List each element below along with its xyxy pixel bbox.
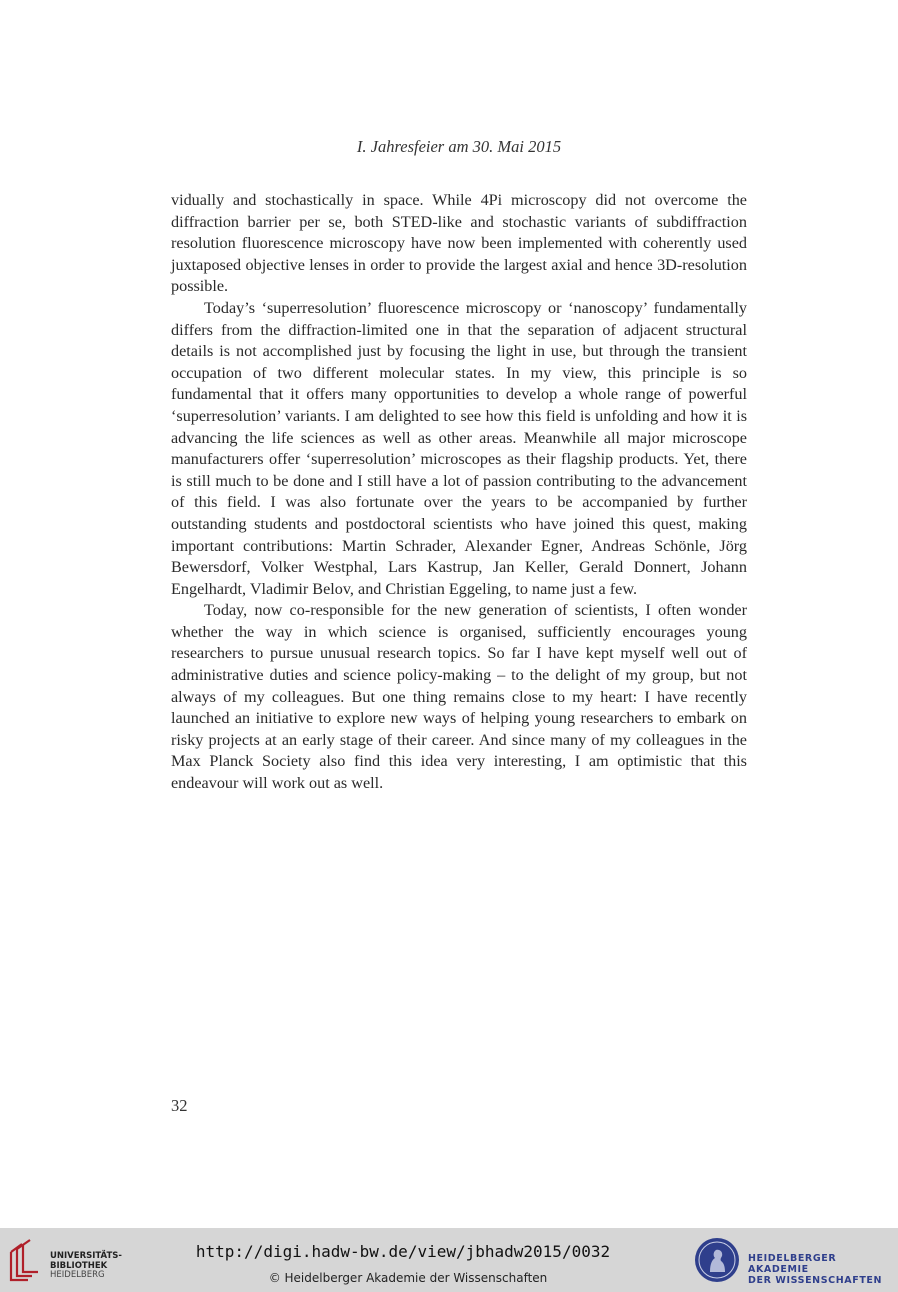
paragraph-1: vidually and stochastically in space. While 4Pi microscopy did not overcome the diffraction barrier per se, both STED-like and stochastic variants of subdiffraction resolution fluorescence microscopy have now been implemented with coherently used juxtaposed objective lenses in order to provide the largest axial and hence 3D-resolution possible.: [171, 191, 747, 296]
hadw-seal-icon: [693, 1236, 741, 1284]
permalink-url[interactable]: http://digi.hadw-bw.de/view/jbhadw2015/0032: [195, 1242, 611, 1261]
paragraph-3: Today, now co-responsible for the new generation of scientists, I often wonder whether the way in which science is organised, sufficiently encourages young researchers to pursue unusual research topics. So far I have kept myself well out of administrative duties and science policy-making – to the delight of my group, but not always of my colleagues. But one thing remains close to my heart: I have recently launched an initiative to explore new ways of helping young researchers to embark on risky projects at an early stage of their career. And since many of my colleagues in the Max Planck Society also find this idea very interesting, I am optimistic that this endeavour will work out as well.: [171, 601, 747, 793]
hadw-line-2: DER WISSENSCHAFTEN: [748, 1275, 883, 1286]
ub-line-3: HEIDELBERG: [50, 1270, 105, 1280]
ub-line-1: UNIVERSITÄTS-: [50, 1251, 122, 1261]
page-number: 32: [171, 1096, 188, 1115]
hadw-wordmark: [748, 1253, 893, 1286]
paragraph-2: Today’s ‘superresolution’ fluorescence microscopy or ‘nanoscopy’ fundamentally differs from the diffraction-limited one in that the separation of adjacent structural details is not accomplished just by focusing the light in use, but through the transient occupation of two different molecular states. In my view, this principle is so fundamental that it offers many opportunities to develop a whole range of powerful ‘superresolution’ variants. I am delighted to see how this field is unfolding and how it is advancing the life sciences as well as other areas. Meanwhile all major microscope manufacturers offer ‘superresolution’ microscopes as their flagship products. Yet, there is still much to be done and I still have a lot of passion contributing to the advancement of this field. I was also fortunate over the years to be accompanied by further outstanding students and postdoctoral scientists who have joined this quest, making important contributions: Martin Schrader, Alexander Egner, Andreas Schönle, Jörg Bewersdorf, Volker Westphal, Lars Kastrup, Jan Keller, Gerald Donnert, Johann Engelhardt, Vladimir Belov, and Christian Eggeling, to name just a few.: [171, 298, 747, 598]
ub-line-2: BIBLIOTHEK: [50, 1260, 108, 1271]
hadw-line-1: HEIDELBERGER AKADEMIE: [748, 1253, 837, 1275]
hadw-logo[interactable]: [693, 1236, 893, 1284]
running-head: I. Jahresfeier am 30. Mai 2015: [356, 137, 562, 156]
footer-bar: [0, 1228, 898, 1292]
copyright-notice: © Heidelberger Akademie der Wissenschaften: [268, 1271, 548, 1285]
body-text: [171, 190, 747, 795]
